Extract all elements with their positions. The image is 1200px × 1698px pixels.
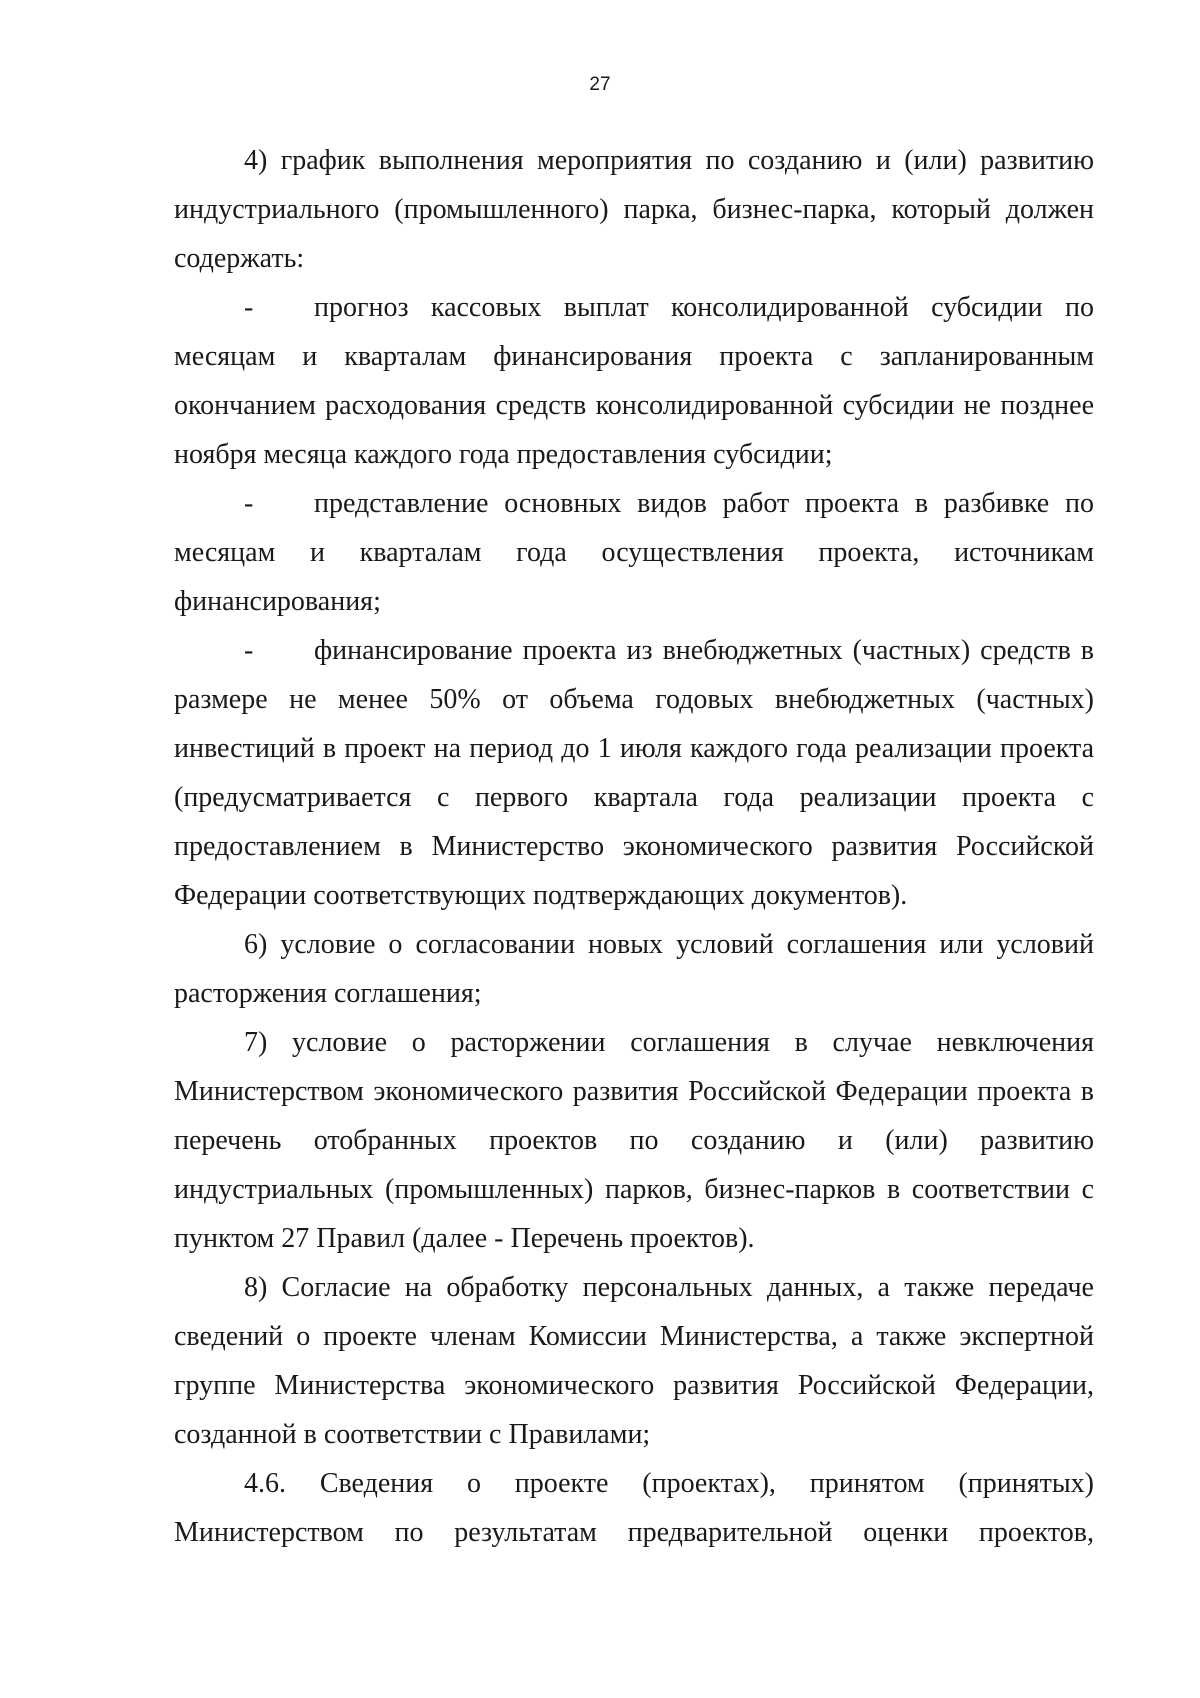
bullet-private-financing <box>174 626 1094 920</box>
paragraph-item-7: 7) условие о расторжении соглашения в случае невключения Министерством экономического развития Российской Федерации проекта в перечень отобранных проектов по созданию и (или) развитию индустриальных (промышленных) парков, бизнес-парков в соответствии с пунктом 27 Правил (далее - Перечень проектов). <box>174 1027 1094 1254</box>
paragraph-item-6: 6) условие о согласовании новых условий соглашения или условий расторжения соглашения; <box>174 929 1094 1009</box>
bullet-text: прогноз кассовых выплат консолидированной субсидии по месяцам и кварталам финансирования проекта с запланированным окончанием расходования средств консолидированной субсидии не позднее ноября месяца каждого года предоставления субсидии; <box>174 292 1094 470</box>
page-number: 27 <box>589 74 611 95</box>
bullet-cash-forecast <box>174 283 1094 479</box>
paragraph-item-4: 4) график выполнения мероприятия по созданию и (или) развитию индустриального (промышленного) парка, бизнес-парка, который должен содержать: <box>174 145 1094 274</box>
paragraph-item-8: 8) Согласие на обработку персональных данных, а также передаче сведений о проекте членам Комиссии Министерства, а также экспертной группе Министерства экономического развития Российской Федерации, созданной в соответствии с Правилами; <box>174 1272 1094 1450</box>
bullet-dash: - <box>244 488 254 519</box>
bullet-dash: - <box>244 635 254 666</box>
bullet-work-types <box>174 479 1094 626</box>
bullet-dash: - <box>244 292 254 323</box>
document-body <box>174 136 1094 1557</box>
paragraph-section-4-6: 4.6. Сведения о проекте (проектах), принятом (принятых) Министерством по результатам предварительной оценки проектов, <box>174 1468 1094 1548</box>
bullet-text: финансирование проекта из внебюджетных (частных) средств в размере не менее 50% от объема годовых внебюджетных (частных) инвестиций в проект на период до 1 июля каждого года реализации проекта (предусматривается с первого квартала года реализации проекта с предоставлением в Министерство экономического развития Российской Федерации соответствующих подтверждающих документов). <box>174 635 1094 911</box>
bullet-text: представление основных видов работ проекта в разбивке по месяцам и кварталам года осуществления проекта, источникам финансирования; <box>174 488 1094 617</box>
